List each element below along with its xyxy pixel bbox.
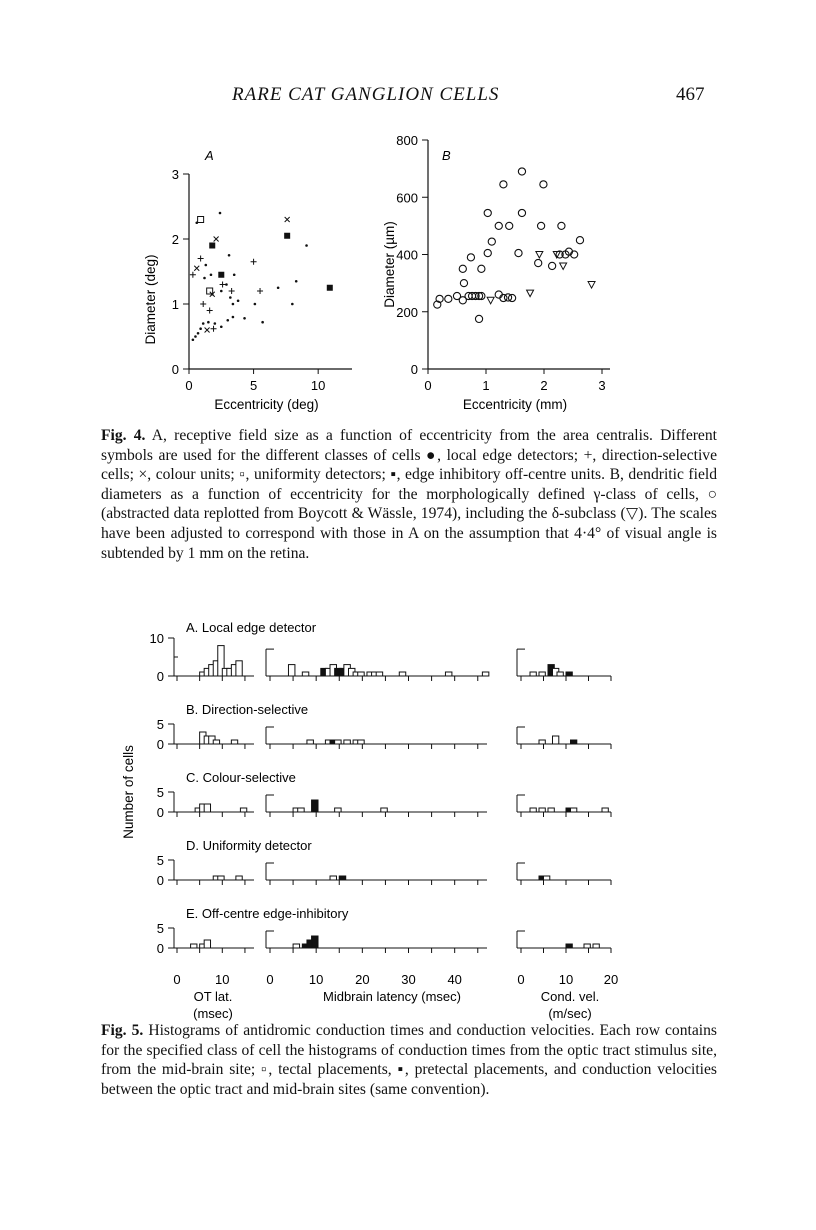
fig5-row-2-mid-bar-tectal	[344, 740, 350, 744]
fig4A-point-plus	[220, 282, 226, 288]
fig4A-point-dot	[226, 319, 229, 322]
page-header	[0, 84, 816, 108]
fig4A-point-dot	[210, 273, 213, 276]
fig4B-x-tick-label: 0	[424, 378, 432, 393]
fig4A-point-plus	[251, 259, 257, 265]
fig4B-panel-title: B	[442, 148, 451, 163]
fig4A-y-tick-label: 2	[171, 232, 179, 247]
fig5-ot-x-label-line1: OT lat.	[193, 989, 233, 1004]
fig5-row-5-cond-bar-tectal	[584, 944, 590, 948]
fig4A-point-dot	[220, 290, 223, 293]
fig5-cond-x-tick-label: 10	[558, 972, 574, 987]
fig5-row-1-ot-bar-tectal	[236, 661, 242, 676]
fig4B-point-open-circle	[515, 249, 522, 256]
fig4A-point-dot	[220, 325, 223, 328]
running-title: RARE CAT GANGLION CELLS	[232, 84, 500, 105]
fig5-row-4-y-tick-label: 0	[156, 873, 164, 888]
fig5-row-2-y-tick-label: 5	[156, 717, 164, 732]
fig5-row-1-mid-bar-tectal	[288, 665, 294, 676]
fig5-ot-x-tick-label: 0	[173, 972, 181, 987]
fig5-row-1-title: A. Local edge detector	[186, 620, 317, 635]
fig5-row-1-cond-bar-tectal	[530, 672, 536, 676]
fig5-row-5-y-tick-label: 0	[156, 941, 164, 956]
fig4B-point-open-circle	[538, 222, 545, 229]
fig5-row-3-mid-bar-tectal	[381, 808, 387, 812]
fig5-row-3-y-tick-label: 5	[156, 785, 164, 800]
fig5-row-1-mid-bar-tectal	[445, 672, 451, 676]
fig4B-y-axis-label: Diameter (µm)	[382, 221, 397, 308]
fig5-row-3-y-tick-label: 0	[156, 805, 164, 820]
fig5-row-3-mid-bar-tectal	[298, 808, 304, 812]
fig5-mid-x-label: Midbrain latency (msec)	[323, 989, 461, 1004]
fig5-row-5-ot-bar-tectal	[191, 944, 197, 948]
fig4A-point-dot	[232, 316, 235, 319]
figure-4-caption-text: A, receptive field size as a function of eccentricity from the area centralis. Different symbols are used for the different classes of cells ●, local edge detectors; +, direction-selective cells; ×, colour units; ▫, uniformity detectors; ▪, edge inhibitory off-centre units. B, dendritic field diameters as a function of eccentricity for the morphologically defined γ-class of cells, ○ (abstracted data replotted from Boycott & Wässle, 1974), including the δ-subclass (▽). The scales have been adjusted to correspond with those in A on the assumption that 4·4° of visual angle is subtended by 1 mm on the retina.	[101, 427, 717, 562]
fig5-row-3-cond-bar-tectal	[539, 808, 545, 812]
fig5-row-2-mid-bar-tectal	[358, 740, 364, 744]
fig4A-point-dot	[228, 254, 231, 257]
fig5-row-1-cond-bar-pretectal	[566, 672, 572, 676]
fig5-row-3-cond-bar-tectal	[548, 808, 554, 812]
fig4A-x-tick-label: 10	[310, 378, 326, 393]
fig4A-point-plus	[200, 301, 206, 307]
fig4B-point-open-circle	[535, 259, 542, 266]
fig5-row-5-cond-bar-tectal	[593, 944, 599, 948]
fig4A-point-dot	[261, 321, 264, 324]
fig4B-point-open-circle	[549, 262, 556, 269]
fig4A-x-axis-label: Eccentricity (deg)	[214, 397, 319, 412]
fig4B-point-open-circle	[459, 265, 466, 272]
fig4A-point-plus	[257, 288, 263, 294]
fig4B-x-tick-label: 2	[540, 378, 548, 393]
fig5-row-3-ot-bar-tectal	[204, 804, 210, 812]
fig5-row-2-cond-bar-tectal	[539, 740, 545, 744]
fig4A-point-dot	[232, 303, 235, 306]
fig4B-point-open-circle	[488, 238, 495, 245]
fig5-row-2-mid-bar-tectal	[335, 740, 341, 744]
fig5-row-3-mid-bar-tectal	[335, 808, 341, 812]
fig4B-point-open-triangle	[560, 263, 567, 270]
fig4B-y-tick-label: 800	[396, 133, 418, 148]
fig4B-y-tick-label: 400	[396, 247, 418, 263]
fig5-row-4-y-tick-label: 5	[156, 853, 164, 868]
fig4B-point-open-circle	[467, 254, 474, 261]
fig5-row-1-y-tick-label: 0	[156, 669, 164, 684]
figure-4-caption	[101, 426, 717, 563]
fig4A-point-dot	[237, 299, 240, 302]
fig5-row-4-mid-bar-pretectal	[339, 876, 345, 880]
figure-4-caption-label: Fig. 4.	[101, 427, 146, 444]
fig5-row-3-mid-bar-pretectal	[312, 800, 318, 812]
fig5-row-2-y-tick-label: 0	[156, 737, 164, 752]
fig4A-point-dot	[199, 327, 202, 330]
fig5-row-4-cond-bar-tectal	[544, 876, 550, 880]
fig4B-point-open-circle	[460, 280, 467, 287]
fig4A-point-cross	[194, 266, 199, 271]
fig5-row-1-cond-bar-tectal	[539, 672, 545, 676]
fig4B-point-open-circle	[484, 249, 491, 256]
fig4B-point-open-triangle	[527, 290, 534, 297]
fig4A-point-dot	[295, 280, 298, 283]
figure-5-caption-text: Histograms of antidromic conduction times and conduction velocities. Each row contains for the specified class of cell the histograms of conduction times from the optic tract stimulus site, from the mid-brain site; ▫, tectal placements, ▪, pretectal placements, and conduction velocities between the optic tract and mid-brain sites (same convention).	[101, 1022, 717, 1098]
fig4A-point-dot	[243, 317, 246, 320]
fig5-mid-x-tick-label: 0	[266, 972, 274, 987]
fig4B-y-tick-label: 200	[396, 304, 418, 320]
fig4A-point-cross	[285, 217, 290, 222]
fig5-mid-x-tick-label: 40	[447, 972, 462, 987]
fig4A-point-cross	[214, 237, 219, 242]
fig5-row-1-mid-bar-tectal	[302, 672, 308, 676]
fig5-row-1-mid-bar-tectal	[358, 672, 364, 676]
figure-5-caption	[101, 1021, 717, 1099]
fig5-ot-x-tick-label: 10	[215, 972, 230, 987]
fig4B-point-open-circle	[506, 222, 513, 229]
fig4A-point-plus	[211, 326, 217, 332]
fig4B-y-tick-label: 0	[410, 362, 418, 377]
fig4A-point-filled-square	[284, 233, 290, 239]
fig5-row-3-cond-bar-tectal	[530, 808, 536, 812]
fig4B-point-open-triangle	[487, 297, 494, 304]
fig5-mid-x-tick-label: 20	[355, 972, 370, 987]
fig4A-point-dot	[219, 212, 222, 215]
fig4A-point-dot	[207, 321, 210, 324]
fig4B-point-open-circle	[445, 295, 452, 302]
fig4A-point-filled-square	[209, 243, 215, 249]
fig5-row-5-title: E. Off-centre edge-inhibitory	[186, 906, 349, 921]
fig5-row-2-cond-bar-pretectal	[571, 740, 577, 744]
fig4A-point-dot	[197, 332, 200, 335]
fig5-row-2-mid-bar-tectal	[307, 740, 313, 744]
fig5-row-5-mid-bar-tectal	[293, 944, 299, 948]
fig4B-point-open-circle	[518, 209, 525, 216]
fig5-row-1-y-tick-label: 10	[149, 631, 164, 646]
fig5-row-3-cond-bar-tectal	[571, 808, 577, 812]
fig4A-point-dot	[291, 303, 294, 306]
fig4A-point-filled-square	[218, 272, 224, 278]
fig5-row-3-title: C. Colour-selective	[186, 770, 296, 785]
fig4A-point-plus	[229, 288, 235, 294]
fig4A-point-dot	[229, 296, 232, 299]
fig5-row-5-y-tick-label: 5	[156, 921, 164, 936]
fig4A-point-plus	[198, 256, 204, 262]
fig4A-panel-title: A	[205, 148, 214, 163]
fig4A-y-axis-label: Diameter (deg)	[143, 254, 158, 345]
fig4B-x-tick-label: 3	[598, 378, 606, 393]
fig5-row-4-mid-bar-tectal	[330, 876, 336, 880]
fig4A-point-cross	[205, 328, 210, 333]
fig4A-point-dot	[214, 322, 217, 325]
fig4A-point-dot	[233, 273, 236, 276]
figure-5-caption-label: Fig. 5.	[101, 1022, 144, 1039]
fig5-row-2-cond-bar-tectal	[553, 736, 559, 744]
fig4A-point-dot	[194, 335, 197, 338]
fig4A-point-dot	[254, 303, 257, 306]
fig4A-point-plus	[207, 308, 213, 314]
fig4A-point-dot	[305, 244, 308, 247]
fig5-row-1-mid-bar-tectal	[376, 672, 382, 676]
fig5-ot-x-label-line2: (msec)	[193, 1006, 233, 1021]
fig4B-x-tick-label: 1	[482, 378, 490, 393]
fig4A-point-filled-square	[327, 285, 333, 291]
fig4B-point-open-circle	[453, 292, 460, 299]
fig4B-point-open-triangle	[536, 252, 543, 259]
fig4A-point-dot	[202, 322, 205, 325]
figure-5	[0, 612, 816, 1021]
fig4B-point-open-circle	[484, 209, 491, 216]
fig4A-point-open-square	[198, 217, 204, 223]
fig5-cond-x-label-line1: Cond. vel.	[540, 989, 600, 1004]
fig5-mid-x-tick-label: 30	[401, 972, 416, 987]
figure-4	[0, 130, 816, 412]
fig4B-point-open-triangle	[588, 282, 595, 289]
fig5-cond-x-tick-label: 0	[517, 972, 525, 987]
page-number: 467	[676, 84, 705, 105]
fig5-mid-x-tick-label: 10	[308, 972, 324, 987]
fig4A-x-tick-label: 5	[249, 378, 258, 393]
fig4A-point-dot	[203, 277, 206, 280]
fig5-row-2-ot-bar-tectal	[231, 740, 237, 744]
fig4B-point-open-circle	[540, 181, 547, 188]
fig4B-point-open-circle	[478, 265, 485, 272]
fig4A-x-tick-label: 0	[185, 378, 193, 393]
fig5-row-4-ot-bar-tectal	[236, 876, 242, 880]
fig4A-y-tick-label: 3	[171, 167, 179, 182]
fig5-cond-x-label-line2: (m/sec)	[548, 1006, 592, 1021]
fig5-row-1-mid-bar-tectal	[399, 672, 405, 676]
fig5-row-1-cond-bar-tectal	[557, 672, 563, 676]
fig4A-point-dot	[204, 264, 207, 267]
fig4B-x-axis-label: Eccentricity (mm)	[462, 397, 568, 412]
fig4B-point-open-circle	[518, 168, 525, 175]
fig5-row-5-mid-bar-pretectal	[312, 936, 318, 948]
fig4B-y-tick-label: 600	[396, 190, 418, 206]
fig4A-y-tick-label: 1	[171, 297, 179, 312]
fig4A-y-tick-label: 0	[171, 362, 179, 377]
fig4B-point-open-circle	[475, 315, 482, 322]
fig5-y-axis-label: Number of cells	[121, 745, 136, 839]
fig4B-point-open-circle	[500, 181, 507, 188]
fig5-row-4-ot-bar-tectal	[218, 876, 224, 880]
fig4B-point-open-circle	[558, 222, 565, 229]
fig4B-point-open-circle	[576, 237, 583, 244]
fig5-row-5-cond-bar-pretectal	[566, 944, 572, 948]
fig4A-point-dot	[277, 286, 280, 289]
fig5-row-5-ot-bar-tectal	[204, 940, 210, 948]
fig4A-point-plus	[190, 272, 196, 278]
fig5-cond-x-tick-label: 20	[603, 972, 619, 987]
fig5-row-3-cond-bar-tectal	[602, 808, 608, 812]
fig4B-point-open-circle	[495, 222, 502, 229]
fig5-row-2-ot-bar-tectal	[213, 740, 219, 744]
fig5-row-3-ot-bar-tectal	[240, 808, 246, 812]
fig5-row-4-title: D. Uniformity detector	[186, 838, 312, 853]
fig4A-point-dot	[192, 338, 195, 341]
fig5-row-1-mid-bar-tectal	[482, 672, 488, 676]
fig5-row-2-title: B. Direction-selective	[186, 702, 309, 717]
